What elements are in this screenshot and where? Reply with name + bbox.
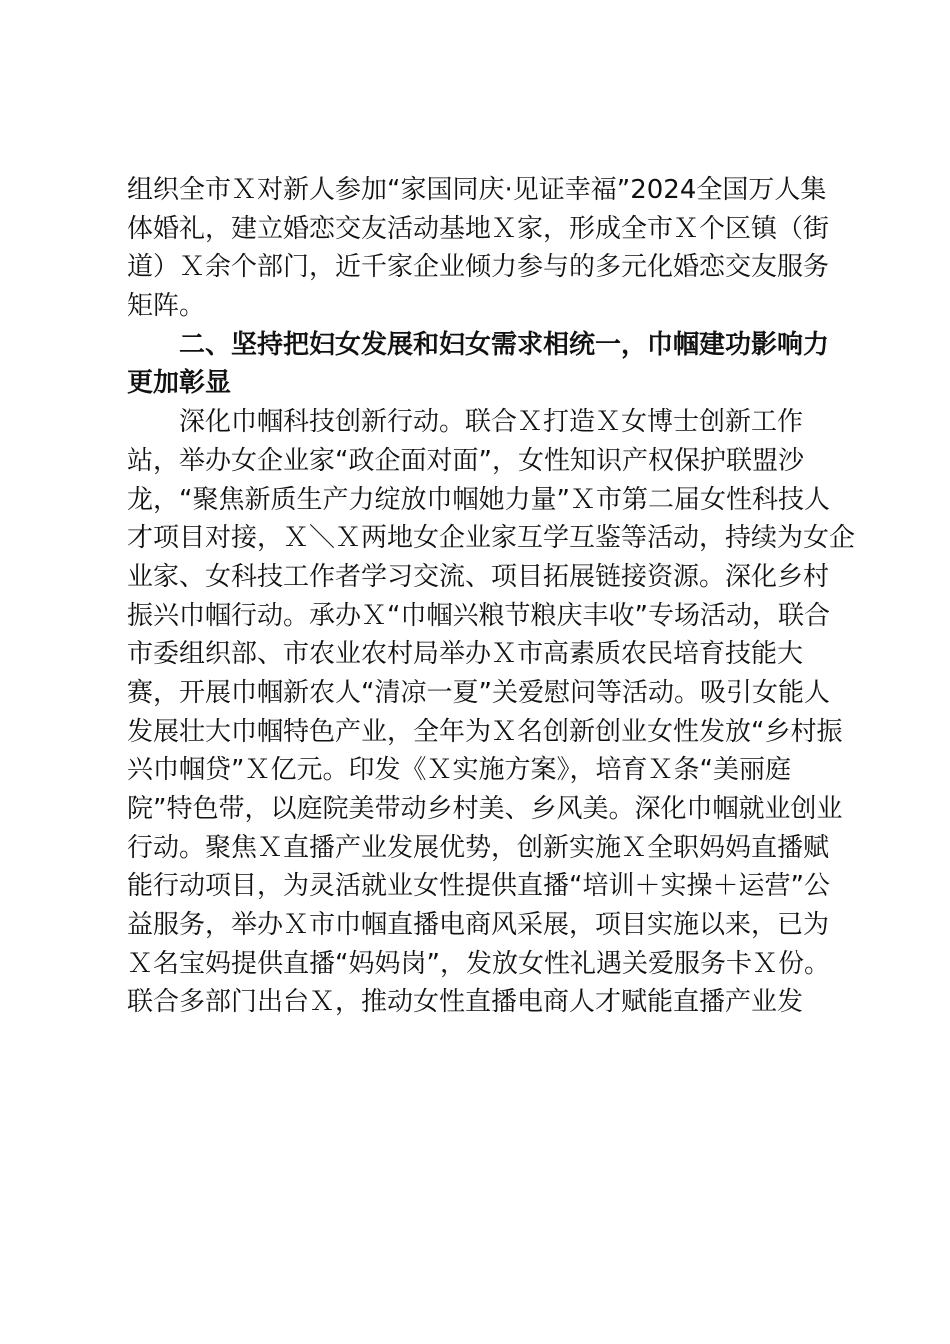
paragraph-line: 院”特色带，以庭院美带动乡村美、乡风美。深化巾帼就业创业: [127, 794, 843, 824]
section-heading: 二、坚持把妇女发展和妇女需求相统一，巾帼建功影响力: [179, 329, 830, 360]
paragraph-line: 联合多部门出台Ｘ，推动女性直播电商人才赋能直播产业发: [127, 987, 804, 1018]
paragraph-line: 道）Ｘ余个部门，近千家企业倾力参与的多元化婚恋交友服务: [127, 252, 830, 283]
section-heading-continued: 更加彰显: [127, 368, 232, 399]
paragraph-line: 矩阵。: [127, 291, 206, 322]
paragraph-line: 体婚礼，建立婚恋交友活动基地Ｘ家，形成全市Ｘ个区镇（街: [127, 213, 830, 244]
paragraph-line: 业家、女科技工作者学习交流、项目拓展链接资源。深化乡村: [127, 561, 830, 592]
paragraph-line: 益服务，举办Ｘ市巾帼直播电商风采展，项目实施以来，已为: [127, 910, 830, 941]
paragraph-line: 振兴巾帼行动。承办Ｘ“巾帼兴粮节粮庆丰收”专场活动，联合: [127, 600, 830, 631]
paragraph-line: 龙，“聚焦新质生产力绽放巾帼她力量”Ｘ市第二届女性科技人: [127, 484, 830, 515]
paragraph-line: 行动。聚焦Ｘ直播产业发展优势，创新实施Ｘ全职妈妈直播赋: [127, 832, 830, 863]
paragraph-line: 站，举办女企业家“政企面对面”，女性知识产权保护联盟沙: [127, 445, 804, 476]
paragraph-line: 兴巾帼贷”Ｘ亿元。印发《Ｘ实施方案》，培育Ｘ条“美丽庭: [127, 755, 791, 786]
paragraph-line: 发展壮大巾帼特色产业，全年为Ｘ名创新创业女性发放“乡村振: [127, 716, 843, 747]
paragraph-line: Ｘ名宝妈提供直播“妈妈岗”，发放女性礼遇关爱服务卡Ｘ份。: [127, 948, 830, 979]
paragraph-line: 市委组织部、市农业农村局举办Ｘ市高素质农民培育技能大: [127, 639, 804, 670]
paragraph-line: 赛，开展巾帼新农人“清凉一夏”关爱慰问等活动。吸引女能人: [127, 677, 830, 708]
paragraph-line: 能行动项目，为灵活就业女性提供直播“培训＋实操＋运营”公: [127, 871, 830, 902]
body-text: [127, 171, 856, 1022]
paragraph-line: 组织全市Ｘ对新人参加“家国同庆·见证幸福”2024全国万人集: [127, 175, 827, 205]
paragraph-line: 深化巾帼科技创新行动。联合Ｘ打造Ｘ女博士创新工作: [179, 407, 804, 438]
paragraph-line: 才项目对接，Ｘ＼Ｘ两地女企业家互学互鉴等活动，持续为女企: [127, 523, 856, 554]
